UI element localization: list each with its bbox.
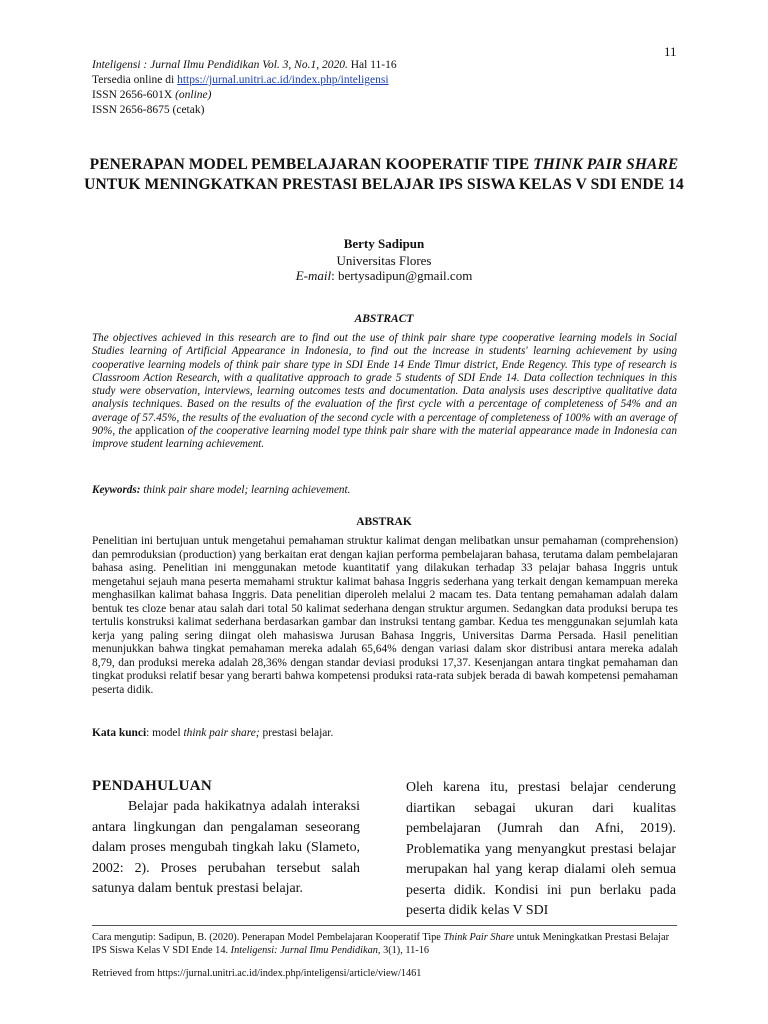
journal-pages: Hal 11-16 — [347, 59, 397, 71]
issn-online-line — [92, 88, 211, 103]
cite-italic-1: Think Pair Share — [443, 932, 515, 943]
cite-end: , 3(1), 11-16 — [377, 945, 430, 957]
journal-citation-line — [92, 58, 397, 73]
kata-kunci-line — [92, 727, 333, 739]
abstrak-heading: ABSTRAK — [356, 516, 412, 528]
author-name: Berty Sadipun — [343, 236, 425, 251]
online-prefix: Tersedia online di — [92, 74, 178, 86]
issn-online: ISSN 2656-601X — [92, 89, 176, 101]
email-label: E-mail — [295, 268, 332, 283]
author-affiliation: Universitas Flores — [336, 253, 432, 268]
kata-kunci-rest: prestasi belajar. — [259, 727, 334, 739]
footer-divider — [92, 925, 677, 926]
intro-paragraph-1: Belajar pada hakikatnya adalah interaksi antara lingkungan dan pengalaman seseorang dalam proses mengubah tingkah laku (Slameto, 2002: 2). Proses perubahan tersebut salah satunya dalam bentuk prestasi belajar. — [92, 799, 360, 896]
page-number: 11 — [664, 44, 677, 59]
title-part-2: UNTUK MENINGKATKAN PRESTASI BELAJAR IPS SISWA KELAS V SDI ENDE 14 — [84, 175, 684, 193]
intro-column-left — [92, 797, 360, 900]
online-availability-line — [92, 73, 389, 88]
cite-italic-2: Inteligensi: Jurnal Ilmu Pendidikan — [230, 945, 378, 957]
kata-kunci-sep: : model — [146, 727, 184, 739]
journal-url-link[interactable]: https://jurnal.unitri.ac.id/index.php/inteligensi — [177, 74, 389, 86]
cite-prefix: Cara mengutip: Sadipun, B. (2020). Penerapan Model Pembelajaran Kooperatif Tipe — [92, 932, 444, 943]
cite-mid: untuk Meningkatkan Prestasi Belajar IPS Siswa Kelas V SDI Ende 14. — [92, 932, 670, 957]
intro-column-right — [406, 778, 676, 922]
kata-kunci-italic: think pair share; — [183, 727, 260, 739]
issn-online-tag: (online) — [175, 89, 212, 101]
kata-kunci-label: Kata kunci — [92, 727, 147, 739]
journal-name: Inteligensi : Jurnal Ilmu Pendidikan Vol. 3, No.1, 2020. — [92, 59, 348, 71]
abstract-text-start: The objectives achieved in this research are to find out the use of think pair share type cooperative learning models in Social Studies learning of Artificial Appearance in Indonesia, to find out the increase in students' learning achievement by using cooperative learning models of think pair share type in SDI Ende 14 Ende Timur district, Ende Regency. This type of research is Classroom Action Research, with a qualitative approach to grade 5 students of SDI Ende 14. Data collection techniques in this study were observation, interviews, learning outcomes tests and documentation. Data analysis uses descriptive qualitative data analysis techniques. Based on the results of the evaluation of the first cycle with a percentage of completeness of 54% and an average of 57.45%, the results of the evaluation of the second cycle with a percentage of completeness of 100% with an average of 90%, the — [92, 332, 677, 438]
email-value: : bertysadipun@gmail.com — [331, 268, 473, 283]
abstrak-body: Penelitian ini bertujuan untuk mengetahui pemahaman struktur kalimat dengan melibatkan unsur pemahaman (comprehension) dan pemroduksian (production) yang berkaitan erat dengan kajian performa pembelajaran bahasa, terutama dalam pembelajaran bahasa asing. Penelitian ini menggunakan metode kuantitatif yang dilakukan terhadap 33 pelajar bahasa Inggris untuk mengetahui sejauh mana peserta memahami struktur kalimat bahasa Inggris sederhana yang terkait dengan kemampuan mereka menghasilkan kalimat bahasa Inggris. Data penelitian diperoleh melalui 2 macam tes. Data tentang pemahaman adalah dalam bentuk tes cloze benar atau salah dari total 50 kalimat sederhana dengan struktur argumen. Sedangkan data produksi berupa tes tertulis konstruksi kalimat sederhana berdasarkan gambar dan instruksi tentang gambar. Kedua tes menggunakan sejumlah kata kerja yang paling sering diingat oleh mahasiswa Jurusan Bahasa Inggris, Universitas Darma Persada. Hasil penelitian menunjukkan bahwa tingkat pemahaman mereka adalah 65,64% dengan variasi dalam skor distribusi antara mereka adalah 8,79, dan produksi mereka adalah 28,36% dengan standar deviasi produksi 17,37. Kesenjangan antara tingkat pemahaman dan tingkat produksi relatif besar yang berarti bahwa kompetensi produksi rata-rata subjek berada di bawah kompetensi pemahaman peserta didik. — [92, 535, 678, 696]
abstract-text-end: of the cooperative learning model type think pair share with the material appearance made in Indonesia can improve student learning achievement. — [92, 425, 677, 451]
title-italic: THINK PAIR SHARE — [533, 156, 679, 173]
issn-print-line: ISSN 2656-8675 (cetak) — [92, 104, 205, 116]
intro-paragraph-2: Oleh karena itu, prestasi belajar cenderung diartikan sebagai ukuran dari kualitas pembelajaran (Jumrah dan Afni, 2019). Problematika yang menyangkut prestasi belajar merupakan hal yang kerap dialami oleh semua peserta didik. Kondisi ini pun berlaku pada peserta didik kelas V SDI — [406, 780, 676, 918]
retrieved-from-line: Retrieved from https://jurnal.unitri.ac.id/index.php/inteligensi/article/view/1461 — [92, 968, 422, 979]
abstract-body — [92, 332, 677, 452]
section-heading-pendahuluan: PENDAHULUAN — [92, 778, 212, 794]
abstract-heading: ABSTRACT — [354, 313, 414, 325]
paper-title — [80, 155, 688, 194]
title-part-1: PENERAPAN MODEL PEMBELAJARAN KOOPERATIF TIPE — [89, 156, 534, 173]
citation-footer — [92, 931, 679, 957]
author-email — [92, 268, 676, 284]
keywords-text: think pair share model; learning achievement. — [140, 484, 351, 496]
abstract-upright-word: application — [135, 425, 185, 438]
keywords-line — [92, 484, 677, 496]
keywords-label: Keywords: — [92, 484, 141, 496]
